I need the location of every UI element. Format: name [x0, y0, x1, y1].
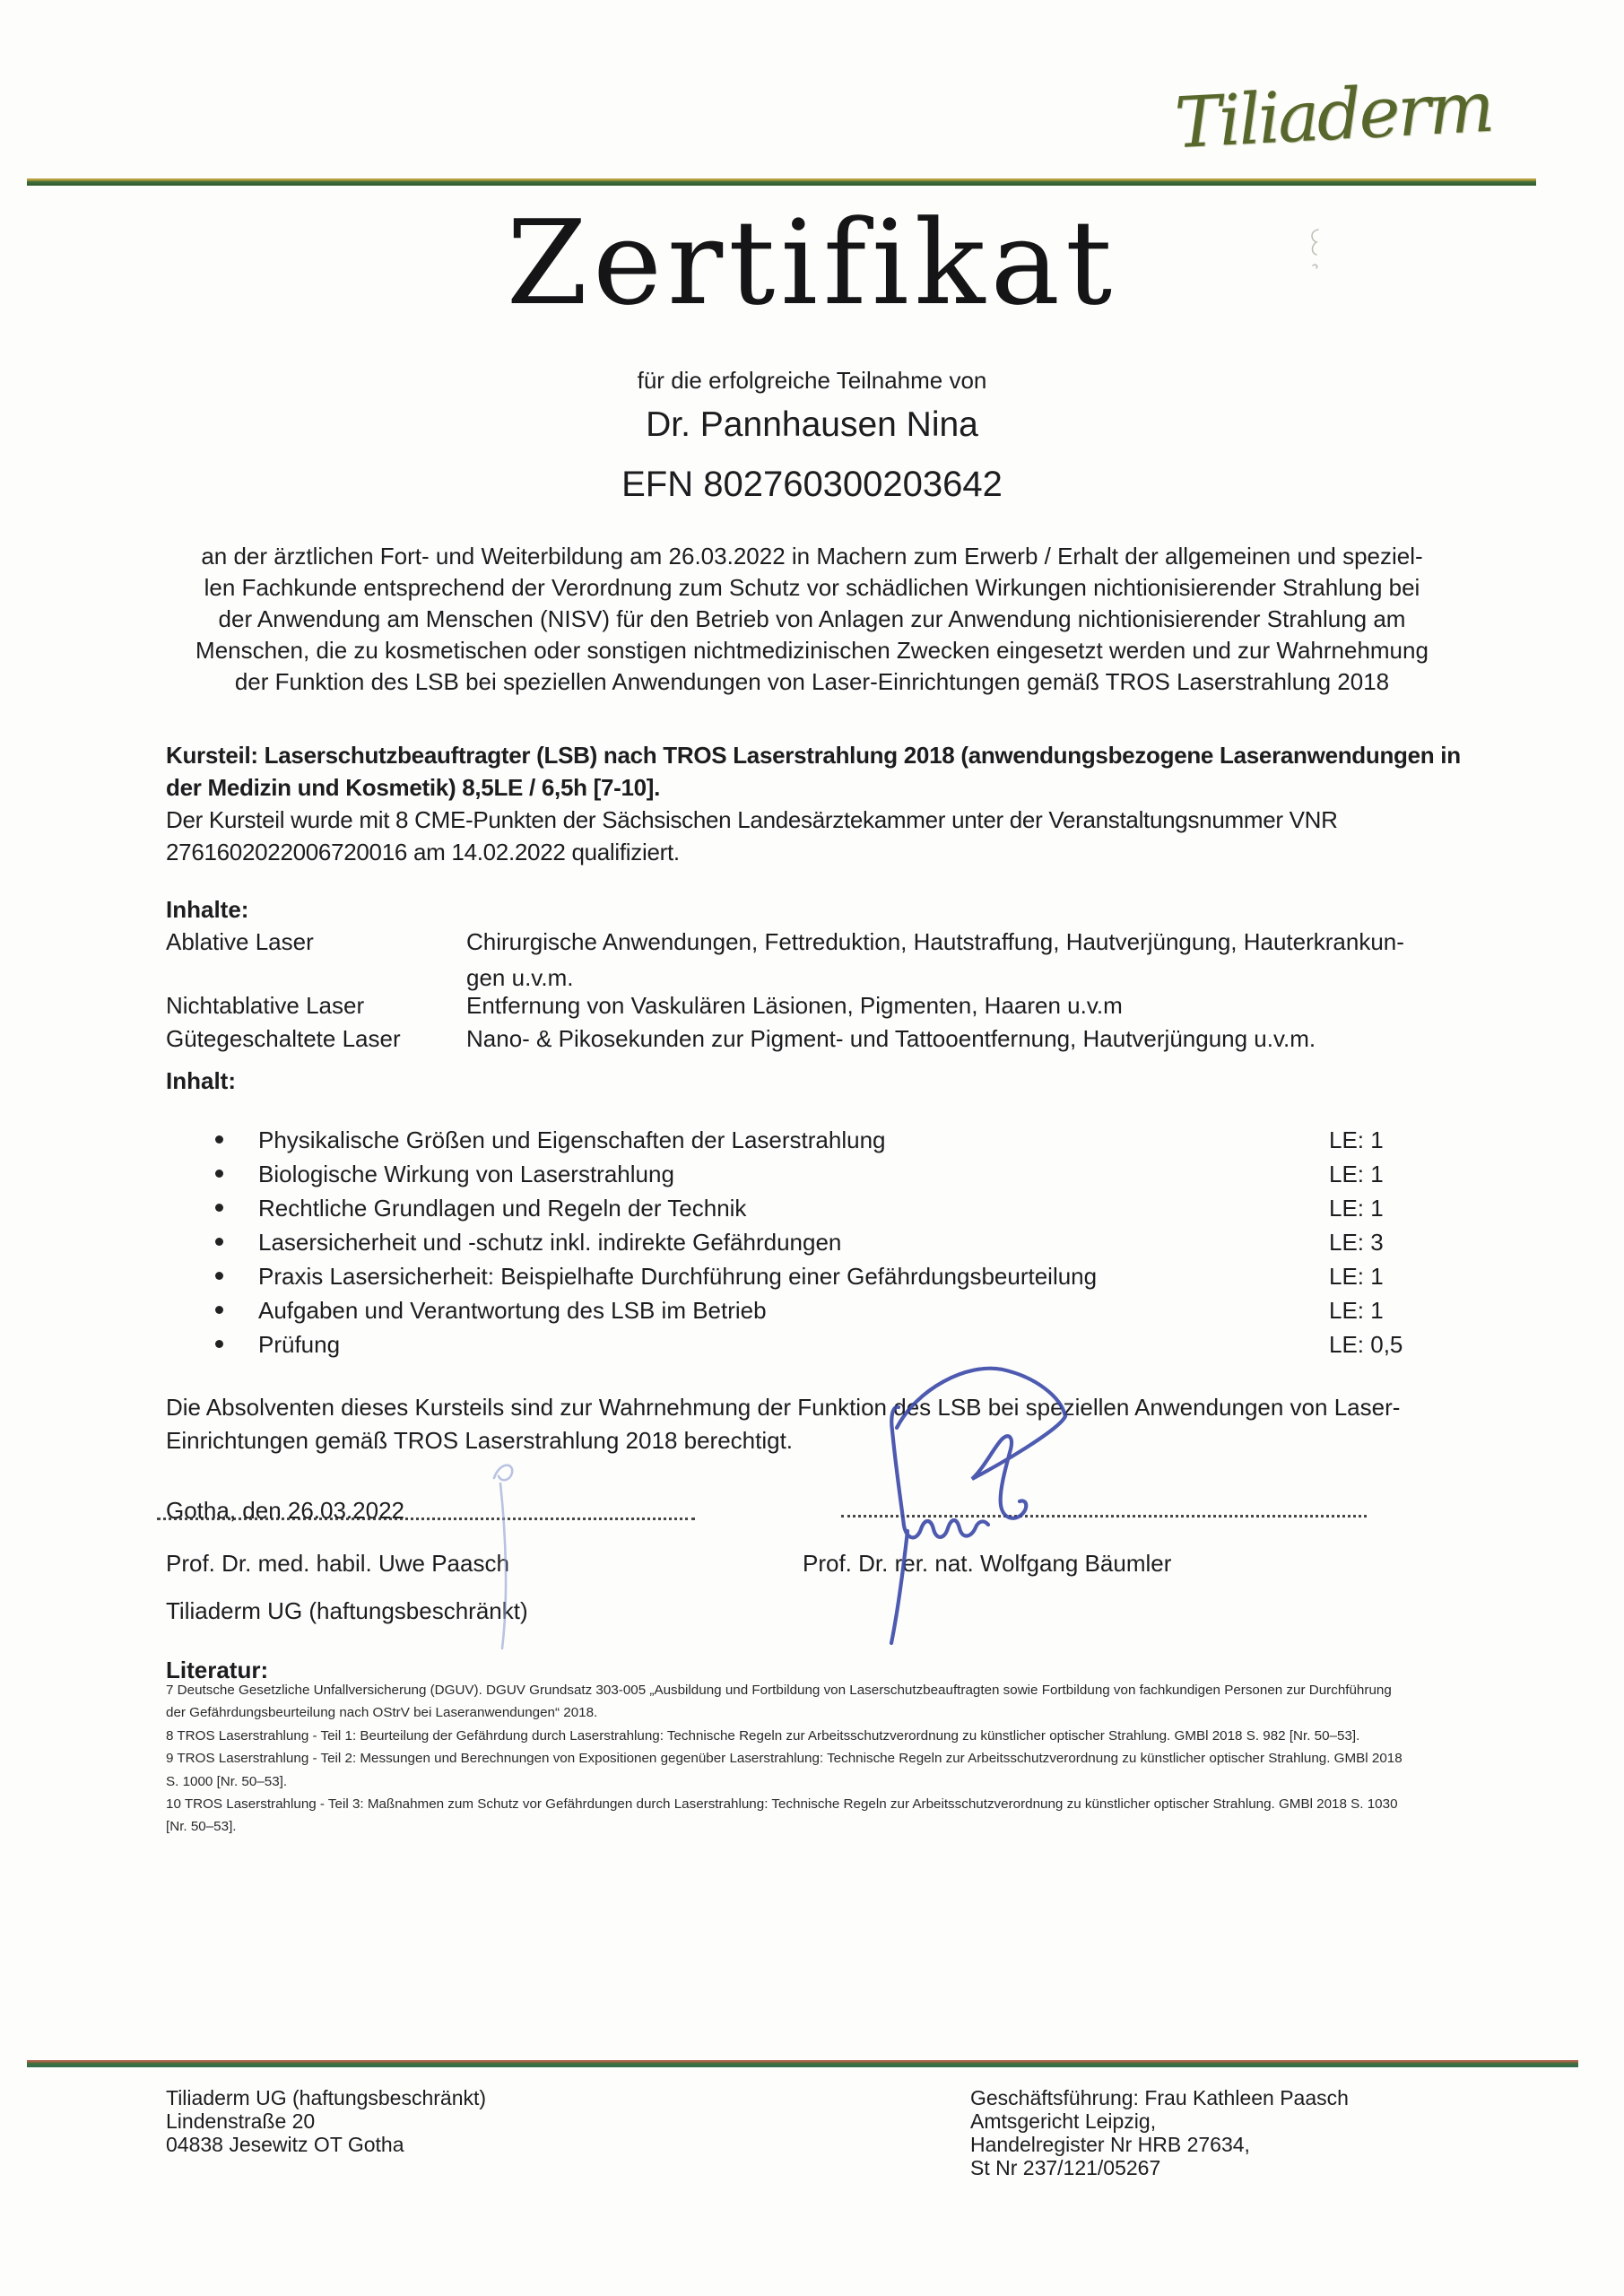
bullet-item-label: Biologische Wirkung von Laserstrahlung	[258, 1161, 674, 1187]
footer-company-name: Tiliaderm UG (haftungsbeschränkt)	[166, 2086, 487, 2109]
course-cme-line: Der Kursteil wurde mit 8 CME-Punkten der Sächsischen Landesärztekammer unter der Veranstaltungsnummer VNR	[166, 806, 1338, 833]
baeumler-signature	[852, 1350, 1273, 1646]
course-section	[166, 739, 1461, 868]
signatory-left-name: Prof. Dr. med. habil. Uwe Paasch	[166, 1550, 509, 1577]
efn-number: EFN 802760300203642	[621, 465, 1003, 504]
recipient-name: Dr. Pannhausen Nina	[646, 405, 978, 444]
paasch-signature-stroke	[471, 1451, 551, 1653]
literatur-line: S. 1000 [Nr. 50–53].	[166, 1773, 288, 1789]
inhalte-heading: Inhalte:	[166, 896, 249, 923]
literatur-line: [Nr. 50–53].	[166, 1819, 237, 1835]
le-value: LE: 1	[1329, 1161, 1384, 1187]
le-value: LE: 0,5	[1329, 1331, 1403, 1358]
bullet-item-label: Physikalische Größen und Eigenschaften der Laserstrahlung	[258, 1126, 886, 1153]
bullet-item-label: Rechtliche Grundlagen und Regeln der Technik	[258, 1195, 747, 1222]
intro-line: an der ärztlichen Fort- und Weiterbildung am 26.03.2022 in Machern zum Erwerb / Erhalt der allgemeinen und speziel-	[201, 543, 1423, 570]
intro-paragraph	[0, 541, 1624, 698]
le-value: LE: 1	[1329, 1297, 1384, 1324]
course-title-line: der Medizin und Kosmetik) 8,5LE / 6,5h [7-10].	[166, 774, 661, 801]
inhalte-term: Gütegeschaltete Laser	[166, 1025, 401, 1052]
intro-line: der Anwendung am Menschen (NISV) für den Betrieb von Anlagen zur Anwendung nichtionisierender Strahlung am	[218, 605, 1406, 632]
bullet-icon	[215, 1340, 223, 1348]
inhalt-heading: Inhalt:	[166, 1067, 236, 1094]
inhalte-term: Ablative Laser	[166, 928, 314, 955]
le-value: LE: 1	[1329, 1195, 1384, 1222]
footer-company-city: 04838 Jesewitz OT Gotha	[166, 2133, 404, 2156]
footer-company-street: Lindenstraße 20	[166, 2109, 316, 2133]
brand-logo: Tiliaderm	[1172, 66, 1494, 165]
literatur-line: 10 TROS Laserstrahlung - Teil 3: Maßnahmen zum Schutz vor Gefährdungen durch Laserstrahlung: Technische Regeln zur Arbeitsschutzverordnung zu künstlicher optischer Strahlung. GMBl 2018 S. 1030	[166, 1796, 1398, 1813]
course-cme-line: 2761602022006720016 am 14.02.2022 qualifiziert.	[166, 839, 680, 865]
closing-line: Einrichtungen gemäß TROS Laserstrahlung 2018 berechtigt.	[166, 1427, 794, 1454]
certificate-subtitle: für die erfolgreiche Teilnahme von	[637, 367, 987, 394]
intro-line: Menschen, die zu kosmetischen oder sonstigen nichtmedizinischen Zwecken eingesetzt werden und zur Wahrnehmung	[195, 637, 1429, 664]
bullet-item-label: Lasersicherheit und -schutz inkl. indirekte Gefährdungen	[258, 1229, 842, 1256]
intro-line: der Funktion des LSB bei speziellen Anwendungen von Laser-Einrichtungen gemäß TROS Laserstrahlung 2018	[234, 668, 1390, 695]
literatur-list	[166, 1679, 1403, 1839]
footer-company-block	[166, 2086, 486, 2156]
bullet-icon	[215, 1170, 223, 1178]
le-value: LE: 3	[1329, 1229, 1384, 1256]
inhalte-desc: Chirurgische Anwendungen, Fettreduktion, Hautstraffung, Hautverjüngung, Hauterkrankun-	[466, 928, 1404, 955]
top-divider	[27, 178, 1536, 186]
footer-divider	[27, 2060, 1578, 2067]
course-title-line: Kursteil: Laserschutzbeauftragter (LSB) nach TROS Laserstrahlung 2018 (anwendungsbezogene Laseranwendungen in	[166, 742, 1461, 769]
closing-line: Die Absolventen dieses Kursteils sind zur Wahrnehmung der Funktion des LSB bei speziellen Anwendungen von Laser-	[166, 1394, 1401, 1421]
bullet-icon	[215, 1204, 223, 1212]
literatur-line: 7 Deutsche Gesetzliche Unfallversicherung (DGUV). DGUV Grundsatz 303-005 „Ausbildung und Fortbildung von Laserschutzbeauftragten sowie Fortbildung von fachkundigen Personen zur Durchführung	[166, 1683, 1392, 1698]
literatur-line: 8 TROS Laserstrahlung - Teil 1: Beurteilung der Gefährdung durch Laserstrahlung: Technische Regeln zur Arbeitsschutzverordnung zu künstlicher optischer Strahlung. GMBl 2018 S. 982 [Nr. 50–53].	[166, 1727, 1360, 1744]
bullet-item-label: Prüfung	[258, 1331, 341, 1358]
place-date: Gotha, den 26.03.2022	[166, 1497, 405, 1524]
signatory-right-name: Prof. Dr. rer. nat. Wolfgang Bäumler	[803, 1550, 1172, 1577]
inhalte-desc: gen u.v.m.	[466, 964, 574, 991]
bullet-icon	[215, 1238, 223, 1246]
bullet-icon	[215, 1135, 223, 1144]
intro-line: len Fachkunde entsprechend der Verordnung zum Schutz vor schädlichen Wirkungen nichtionisierender Strahlung bei	[204, 574, 1420, 601]
footer-register: Handelregister Nr HRB 27634,	[970, 2133, 1250, 2156]
literatur-heading: Literatur:	[166, 1657, 269, 1683]
footer-tax-number: St Nr 237/121/05267	[970, 2156, 1161, 2179]
bullet-item-label: Praxis Lasersicherheit: Beispielhafte Durchführung einer Gefährdungsbeurteilung	[258, 1263, 1098, 1290]
le-value: LE: 1	[1329, 1263, 1384, 1290]
footer-registry-block	[970, 2086, 1349, 2179]
inhalte-desc: Entfernung von Vaskulären Läsionen, Pigmenten, Haaren u.v.m	[466, 992, 1123, 1019]
bullet-item-label: Aufgaben und Verantwortung des LSB im Betrieb	[258, 1297, 767, 1324]
inhalte-desc: Nano- & Pikosekunden zur Pigment- und Tattooentfernung, Hautverjüngung u.v.m.	[466, 1025, 1316, 1052]
signatory-left-org: Tiliaderm UG (haftungsbeschränkt)	[166, 1597, 528, 1624]
certificate-title: Zertifikat	[506, 195, 1118, 331]
bullet-icon	[215, 1306, 223, 1314]
footer-management: Geschäftsführung: Frau Kathleen Paasch	[970, 2086, 1349, 2109]
literatur-line: 9 TROS Laserstrahlung - Teil 2: Messungen und Berechnungen von Expositionen gegenüber Laserstrahlung: Technische Regeln zur Arbeitsschutzverordnung zu künstlicher optischer Strahlung. GMBl 2018	[166, 1751, 1403, 1767]
le-value: LE: 1	[1329, 1126, 1384, 1153]
scan-artifact	[1302, 224, 1329, 274]
literatur-line: der Gefährdungsbeurteilung nach OStrV bei Laseranwendungen“ 2018.	[166, 1705, 598, 1721]
inhalte-term: Nichtablative Laser	[166, 992, 365, 1019]
bullet-icon	[215, 1272, 223, 1280]
footer-court: Amtsgericht Leipzig,	[970, 2109, 1157, 2133]
